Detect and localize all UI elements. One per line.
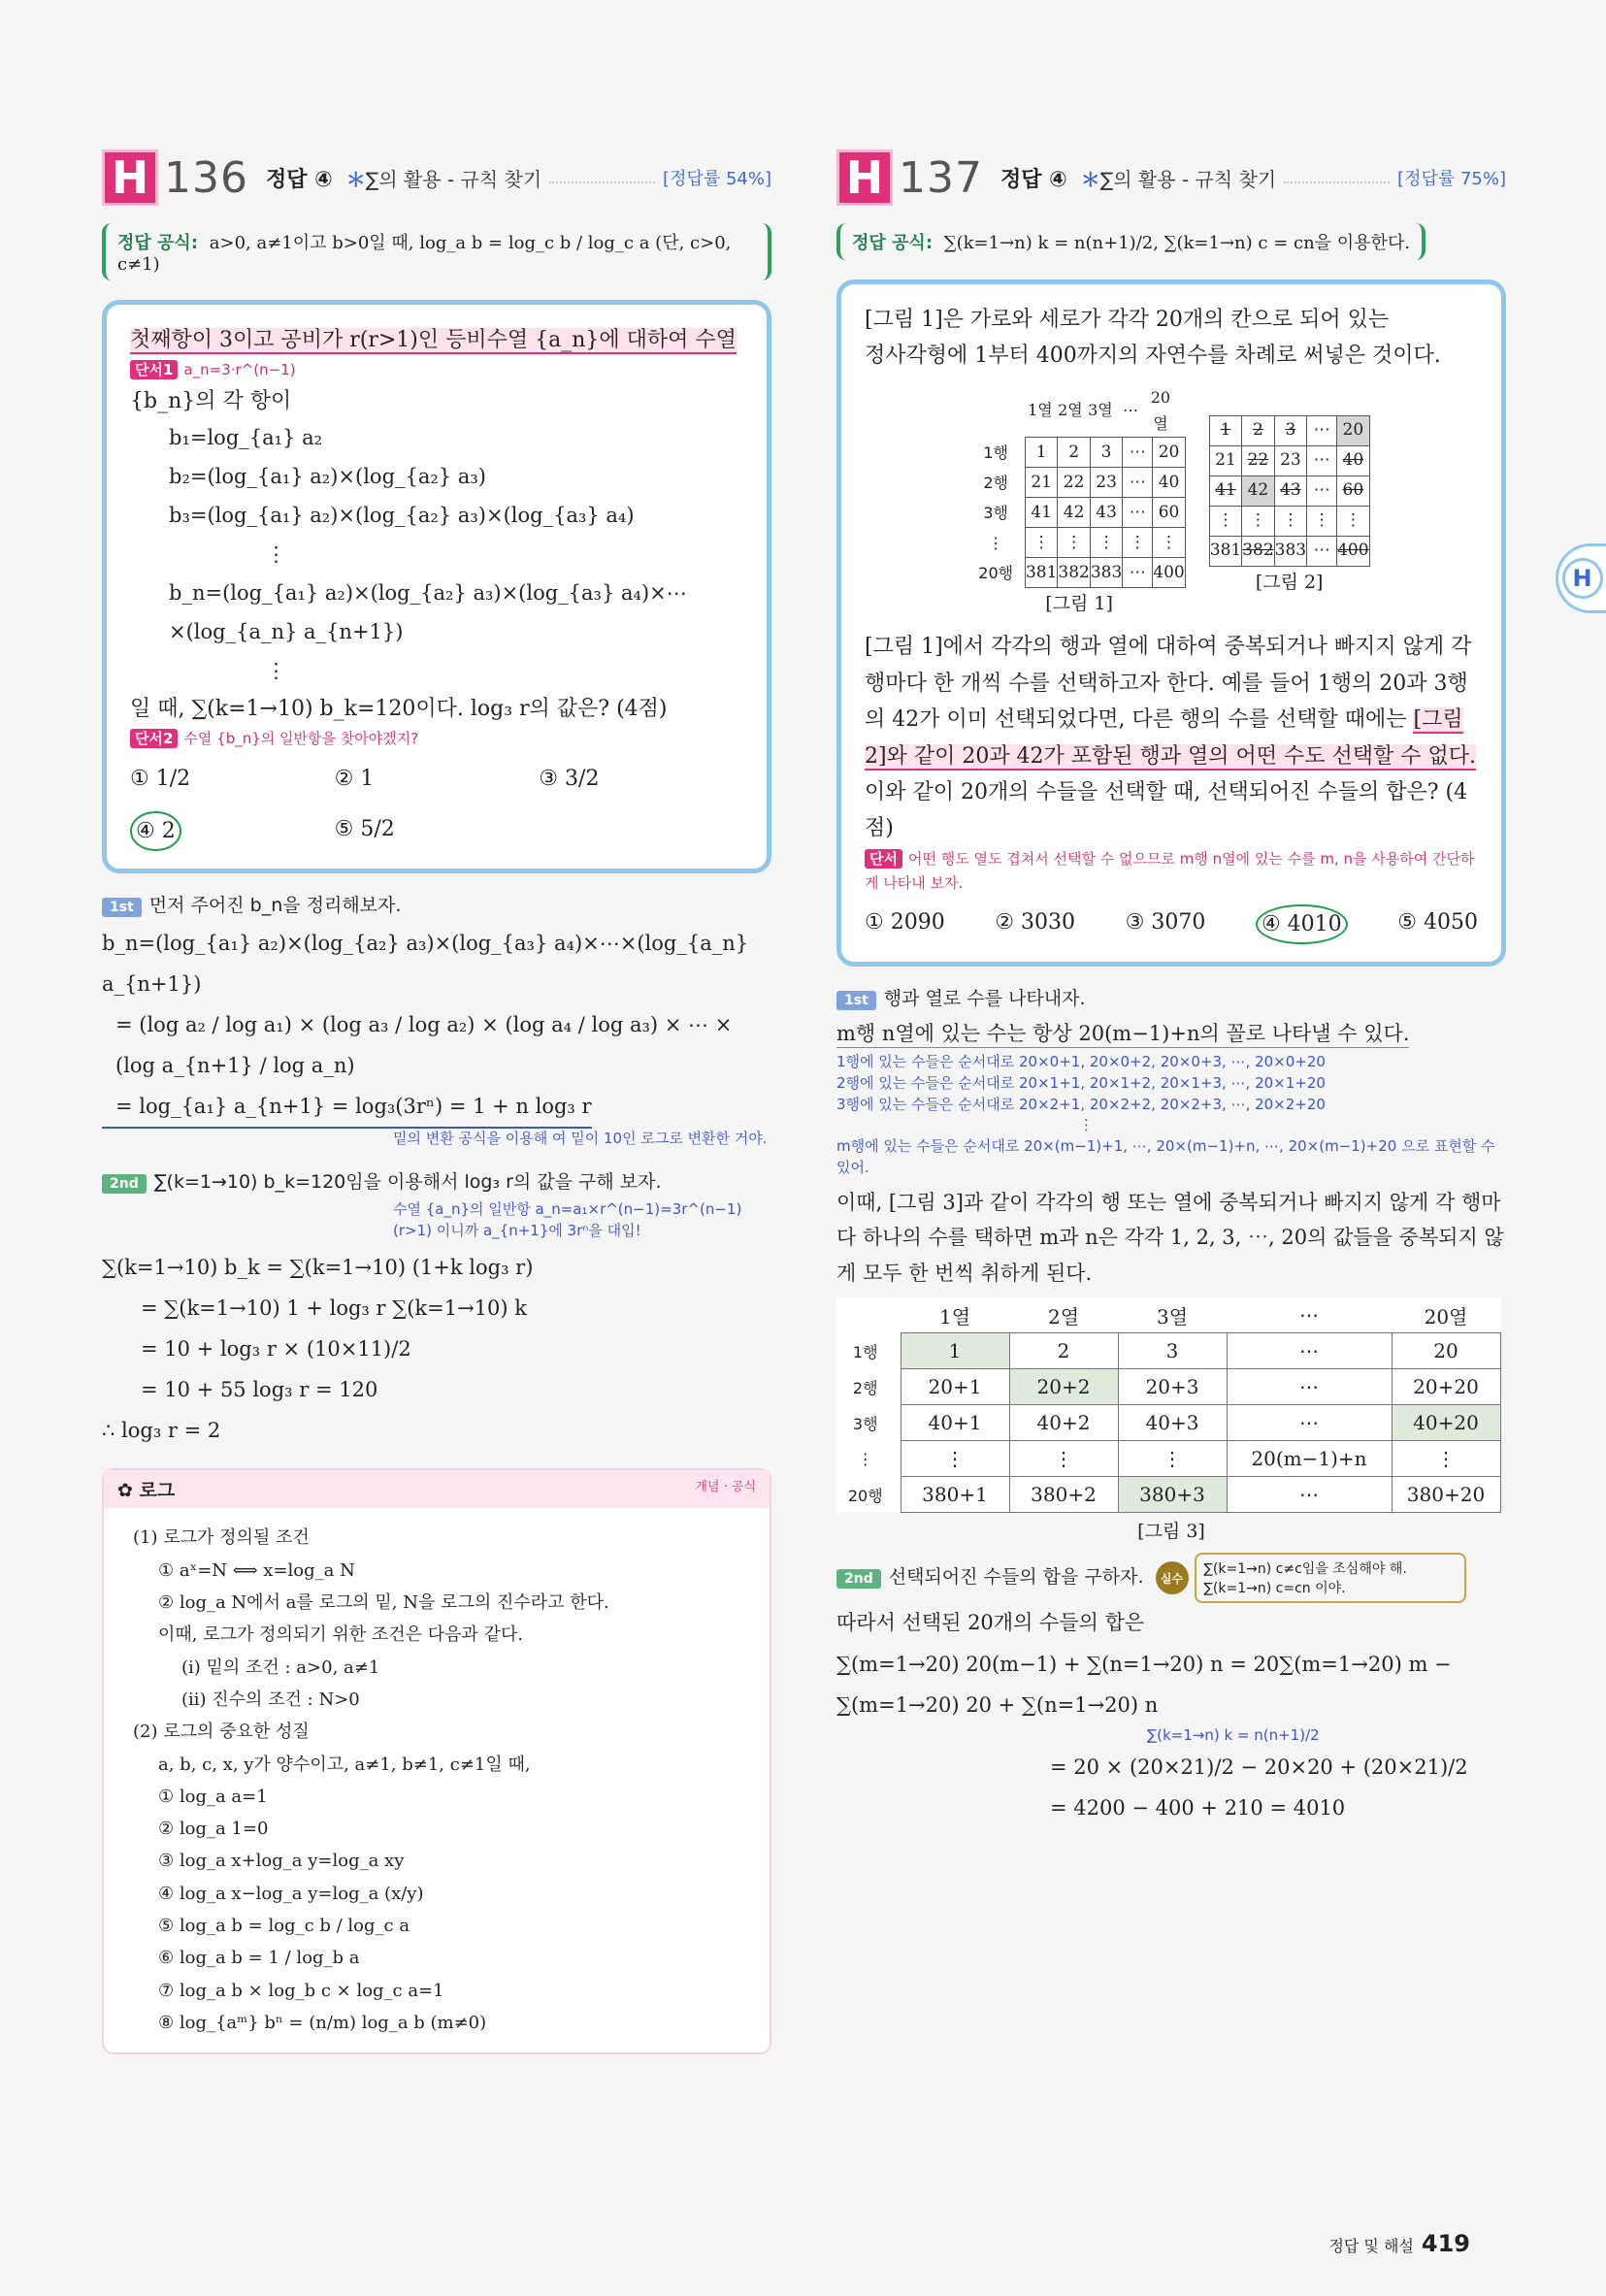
table-cell: 380+2 xyxy=(1009,1477,1118,1513)
note-line: 2행에 있는 수들은 순서대로 20×1+1, 20×1+2, 20×1+3, ⋯, 20×1+20 xyxy=(836,1073,1326,1092)
grid-cell: 21 xyxy=(1025,468,1057,498)
col-header: ⋯ xyxy=(1122,401,1138,420)
problem-136 xyxy=(102,146,771,2054)
hint xyxy=(865,847,1478,897)
step-2 xyxy=(102,1167,771,1194)
hint-tag: 단서1 xyxy=(130,360,178,379)
grid-cell: 381 xyxy=(1209,536,1241,566)
concept-line: ⑥ log_a b = 1 / log_b a xyxy=(158,1948,360,1969)
hint-2 xyxy=(130,727,743,752)
table-cell: 380+3 xyxy=(1118,1477,1227,1513)
concept-line: 이때, 로그가 정의되기 위한 조건은 다음과 같다. xyxy=(158,1624,524,1646)
grid-cell: ⋯ xyxy=(1307,536,1337,566)
hint-text: 어떤 행도 열도 겹쳐서 선택할 수 없으므로 m행 n열에 있는 수를 m, n을 사용하여 간단하게 나타내 보자. xyxy=(865,849,1475,893)
table-cell: ⋮ xyxy=(901,1441,1009,1477)
dotted-leader xyxy=(1284,172,1390,183)
concept-line: ② log_a N에서 a를 로그의 밑, N을 로그의 진수라고 한다. xyxy=(158,1592,609,1614)
hint-text: a_n=3·r^(n−1) xyxy=(183,361,296,379)
topic-text: ∑의 활용 - 규칙 찾기 xyxy=(1099,167,1277,191)
concept-line: (1) 로그가 정의될 조건 xyxy=(133,1527,310,1549)
choice[interactable]: ③ 3070 xyxy=(1125,909,1206,935)
formula-label: 정답 공식: xyxy=(852,233,934,253)
grid-cell: 400 xyxy=(1153,558,1185,588)
figure-1 xyxy=(972,384,1185,620)
concept-line: ⑦ log_a b × log_b c × log_c a=1 xyxy=(158,1980,444,2001)
problem-137 xyxy=(836,146,1506,1828)
choice[interactable]: ① 2090 xyxy=(865,909,945,935)
grid-cell: ⋮ xyxy=(1307,506,1337,536)
grid-cell: 42 xyxy=(1058,498,1090,528)
note-line: m행에 있는 수들은 순서대로 20×(m−1)+1, ⋯, 20×(m−1)+n, ⋯, 20×(m−1)+20 으로 표현할 수 있어. xyxy=(836,1137,1495,1176)
equation-list xyxy=(130,419,743,690)
solution-line: = (log a₂ / log a₁) × (log a₃ / log a₂) × (log a₄ / log a₃) × ⋯ × (log a_{n+1} / log a_n) xyxy=(115,1013,733,1078)
problem-number: 136 xyxy=(164,152,248,203)
concept-line: (2) 로그의 중요한 성질 xyxy=(133,1722,310,1743)
question-line: 첫째항이 3이고 공비가 r(r>1)인 등비수열 {a_n}에 대하여 수열 xyxy=(130,328,737,352)
question-box xyxy=(836,279,1506,967)
solution-2 xyxy=(836,1644,1506,1828)
col-header: 1열 xyxy=(1028,401,1053,420)
grid-cell: ⋯ xyxy=(1123,468,1153,498)
row-label: 20행 xyxy=(978,563,1014,582)
question-highlight: [그림 2]와 같이 20과 42가 포함된 행과 열의 어떤 수도 선택할 수 없다. xyxy=(865,707,1477,769)
grid-cell: 382 xyxy=(1058,558,1090,588)
table-cell: 2 xyxy=(1009,1333,1118,1369)
formula-text: a>0, a≠1이고 b>0일 때, log_a b = log_c b / log_c a (단, c>0, c≠1) xyxy=(117,233,732,275)
grid-cell: 43 xyxy=(1090,498,1122,528)
topic-label: ＊∑의 활용 - 규칙 찾기 xyxy=(345,167,542,191)
choice[interactable]: ③ 3/2 xyxy=(539,767,600,792)
grid-cell: 41 xyxy=(1025,498,1057,528)
grid-cell: 23 xyxy=(1274,445,1306,476)
question-line: {b_n}의 각 항이 xyxy=(130,388,292,413)
hint-text: 수열 {b_n}의 일반항을 찾아야겠지? xyxy=(183,729,419,747)
correct-rate: [정답률 54%] xyxy=(663,169,771,189)
grid-cell: ⋯ xyxy=(1123,558,1153,588)
table-cell: 40+20 xyxy=(1392,1405,1500,1441)
grid-cell: 1 xyxy=(1025,438,1057,468)
concept-line: (ii) 진수의 조건 : N>0 xyxy=(181,1689,360,1710)
table-cell: 20+20 xyxy=(1392,1369,1500,1405)
grid-cell: ⋯ xyxy=(1123,498,1153,528)
step-text: 먼저 주어진 b_n을 정리해보자. xyxy=(148,895,402,917)
grid-cell: 383 xyxy=(1274,536,1306,566)
table-cell: 20+2 xyxy=(1009,1369,1118,1405)
grid-cell: ⋮ xyxy=(1090,528,1122,558)
answer-label: 정답 ④ xyxy=(1000,167,1067,192)
question-text: 이와 같이 20개의 수들을 선택할 때, 선택되어진 수들의 합은? (4점) xyxy=(865,780,1468,841)
topic-label: ＊∑의 활용 - 규칙 찾기 xyxy=(1080,167,1277,191)
figure-2 xyxy=(1209,384,1370,620)
solution-line: = 10 + log₃ r × (10×11)/2 xyxy=(141,1337,411,1361)
question-box xyxy=(102,300,771,873)
grid-cell: ⋯ xyxy=(1123,438,1153,468)
table-cell: 40+3 xyxy=(1118,1405,1227,1441)
grid-cell: 382 xyxy=(1242,536,1274,566)
section-tab[interactable] xyxy=(1556,543,1606,613)
solution-line: m행 n열에 있는 수는 항상 20(m−1)+n의 꼴로 나타낼 수 있다. xyxy=(836,1018,1409,1048)
choice[interactable]: ⑤ 4050 xyxy=(1397,909,1478,935)
grid-cell: 22 xyxy=(1058,468,1090,498)
grid-cell: 23 xyxy=(1090,468,1122,498)
grid-cell: ⋮ xyxy=(1025,528,1057,558)
question-para xyxy=(865,629,1478,846)
choices xyxy=(865,904,1478,944)
warning-callout xyxy=(1156,1553,1466,1603)
solution-line: ∑(k=1→10) b_k = ∑(k=1→10) (1+k log₃ r) xyxy=(102,1256,534,1280)
grid-cell: 3 xyxy=(1090,438,1122,468)
row-label: 2행 xyxy=(852,1378,878,1397)
section-tab-label: H xyxy=(1562,558,1603,599)
step-tag: 1st xyxy=(102,898,142,917)
level-badge: H xyxy=(836,149,893,206)
row-label: 20행 xyxy=(847,1486,883,1505)
answer-formula xyxy=(102,223,771,280)
step-text: 행과 열로 수를 나타내자. xyxy=(883,988,1086,1010)
grid-cell: 40 xyxy=(1337,445,1369,476)
col-header: 20열 xyxy=(1424,1304,1468,1328)
row-label: 3행 xyxy=(852,1414,878,1433)
grid-cell: ⋮ xyxy=(1242,506,1274,536)
concept-line: a, b, c, x, y가 양수이고, a≠1, b≠1, c≠1일 때, xyxy=(158,1754,531,1775)
solution-line: b_n=(log_{a₁} a₂)×(log_{a₂} a₃)×(log_{a₃} a₄)×⋯×(log_{a_n} a_{n+1}) xyxy=(102,932,749,997)
warning-text: ∑(k=1→n) c≠c임을 조심해야 해. ∑(k=1→n) c=cn 이야. xyxy=(1195,1553,1466,1603)
table-cell: ⋮ xyxy=(1009,1441,1118,1477)
table-cell: ⋯ xyxy=(1227,1477,1392,1513)
grid-cell: 381 xyxy=(1025,558,1057,588)
table-cell: 1 xyxy=(901,1333,1009,1369)
grid-cell: 1 xyxy=(1209,415,1241,445)
equation: b₂=(log_{a₁} a₂)×(log_{a₂} a₃) xyxy=(169,465,486,489)
step-text: 선택되어진 수들의 합을 구하자. xyxy=(888,1566,1144,1589)
concept-line: (i) 밑의 조건 : a>0, a≠1 xyxy=(181,1656,380,1678)
note-line: ∑(k=1→n) k = n(n+1)/2 xyxy=(1147,1726,1320,1745)
choice[interactable]: ⑤ 5/2 xyxy=(334,816,395,841)
table-cell: 40+1 xyxy=(901,1405,1009,1441)
concept-category: 개념 · 공식 xyxy=(695,1480,756,1495)
col-header: 2열 xyxy=(1047,1304,1080,1328)
grid-cell: ⋯ xyxy=(1307,445,1337,476)
topic-text: ∑의 활용 - 규칙 찾기 xyxy=(365,167,542,191)
row-label: 1행 xyxy=(983,443,1008,462)
table-cell: ⋯ xyxy=(1227,1369,1392,1405)
figure-caption: [그림 2] xyxy=(1255,571,1324,593)
grid-cell: 41 xyxy=(1209,476,1241,506)
choice-correct[interactable] xyxy=(130,811,335,851)
row-label: 3행 xyxy=(983,503,1008,522)
grid-cell: 21 xyxy=(1209,445,1241,476)
figures-row xyxy=(865,384,1478,620)
choice[interactable]: ① 1/2 xyxy=(130,767,191,792)
problem-header xyxy=(102,146,771,210)
col-header: ⋯ xyxy=(1299,1303,1319,1328)
solution-line: ∴ log₃ r = 2 xyxy=(102,1419,221,1443)
correct-rate: [정답률 75%] xyxy=(1397,169,1506,189)
question-line: 일 때, ∑(k=1→10) b_k=120이다. log₃ r의 값은? (4점) xyxy=(130,696,668,721)
note-line: 3행에 있는 수들은 순서대로 20×2+1, 20×2+2, 20×2+3, ⋯, 20×2+20 xyxy=(836,1095,1326,1113)
row-label: 1행 xyxy=(852,1342,878,1361)
hint-1 xyxy=(130,358,743,383)
grid-cell: 2 xyxy=(1058,438,1090,468)
solution-line: = 4200 − 400 + 210 = 4010 xyxy=(1050,1796,1346,1820)
note: 수열 {a_n}의 일반항 a_n=a₁×r^(n−1)=3r^(n−1) (r>1) 이니까 a_{n+1}에 3rⁿ을 대입! xyxy=(393,1199,742,1239)
hint-tag: 단서2 xyxy=(130,729,178,748)
page-number: 419 xyxy=(1421,2230,1470,2257)
row-label: ⋮ xyxy=(988,533,1004,552)
concept-line: ④ log_a x−log_a y=log_a (x/y) xyxy=(158,1883,424,1904)
hint-tag: 단서 xyxy=(865,849,902,869)
figure-3-table xyxy=(836,1297,1501,1514)
grid-cell: 2 xyxy=(1242,415,1274,445)
col-header: 3열 xyxy=(1088,401,1113,420)
step-tag: 2nd xyxy=(836,1569,881,1589)
solution-line: = 20 × (20×21)/2 − 20×20 + (20×21)/2 xyxy=(1050,1755,1468,1780)
grid-table xyxy=(1209,415,1370,567)
concept-line: ① log_a a=1 xyxy=(158,1786,268,1807)
concept-line: ⑤ log_a b = log_c b / log_c a xyxy=(158,1916,410,1936)
grid-cell: 400 xyxy=(1337,536,1369,566)
row-label: ⋮ xyxy=(857,1449,873,1468)
concept-title-text: 로그 xyxy=(139,1480,176,1502)
solution-1 xyxy=(102,923,771,1150)
equation: b₁=log_{a₁} a₂ xyxy=(169,426,323,450)
grid-cell: 60 xyxy=(1337,476,1369,506)
grid-cell: ⋮ xyxy=(1274,506,1306,536)
formula-label: 정답 공식: xyxy=(117,233,199,253)
col-header: 20열 xyxy=(1150,387,1171,433)
row-label: 2행 xyxy=(983,473,1008,492)
concept-line: ⑧ log_{aᵐ} bⁿ = (n/m) log_a b (m≠0) xyxy=(158,2012,487,2033)
table-cell: 20(m−1)+n xyxy=(1227,1441,1392,1477)
solution-para: 이때, [그림 3]과 같이 각각의 행 또는 열에 중복되거나 빠지지 않게 각 행마다 하나의 수를 택하면 m과 n은 각각 1, 2, 3, ⋯, 20의 값들을 중복되지 않게 모두 한 번씩 취하게 된다. xyxy=(836,1190,1504,1286)
col-header: 3열 xyxy=(1156,1304,1189,1328)
note-list xyxy=(836,1052,1506,1179)
grid-cell: 43 xyxy=(1274,476,1306,506)
step-tag: 2nd xyxy=(102,1174,147,1194)
step-2-row xyxy=(836,1553,1506,1603)
note-line: 1행에 있는 수들은 순서대로 20×0+1, 20×0+2, 20×0+3, ⋯, 20×0+20 xyxy=(836,1053,1326,1071)
choice-text: ④ 2 xyxy=(130,811,181,851)
grid-table xyxy=(972,437,1185,588)
solution-line: = log_{a₁} a_{n+1} = log₃(3rⁿ) = 1 + n log₃ r xyxy=(102,1086,592,1129)
concept-title: ✿ 로그 xyxy=(117,1480,176,1502)
table-cell: ⋮ xyxy=(1118,1441,1227,1477)
choice[interactable]: ② 1 xyxy=(334,767,375,792)
grid-cell: ⋮ xyxy=(1337,506,1369,536)
grid-cell: 3 xyxy=(1274,415,1306,445)
concept-header xyxy=(104,1470,770,1508)
grid-cell: 22 xyxy=(1242,445,1274,476)
level-badge: H xyxy=(102,149,158,206)
step-2 xyxy=(836,1562,1144,1589)
choice-correct[interactable] xyxy=(1256,904,1348,944)
equation: ⋮ xyxy=(266,658,286,682)
grid-table xyxy=(1025,384,1175,437)
solution-line: 따라서 선택된 20개의 수들의 합은 xyxy=(836,1611,1145,1635)
equation: b_n=(log_{a₁} a₂)×(log_{a₂} a₃)×(log_{a₃} a₄)×⋯×(log_{a_n} a_{n+1}) xyxy=(169,580,687,643)
warning-icon: 실수 xyxy=(1156,1561,1189,1594)
table-cell: 380+1 xyxy=(901,1477,1009,1513)
problem-number: 137 xyxy=(899,152,983,203)
step-1 xyxy=(102,891,771,917)
dotted-leader xyxy=(549,172,655,183)
concept-line: ③ log_a x+log_a y=log_a xy xyxy=(158,1851,405,1872)
table-cell: 40+2 xyxy=(1009,1405,1118,1441)
answer-formula xyxy=(836,223,1426,260)
step-text: ∑(k=1→10) b_k=120임을 이용해서 log₃ r의 값을 구해 보자. xyxy=(153,1170,662,1193)
grid-cell-selected: 20 xyxy=(1337,415,1369,445)
concept-body xyxy=(104,1508,770,2052)
solution-line: = ∑(k=1→10) 1 + log₃ r ∑(k=1→10) k xyxy=(141,1296,528,1321)
table-cell: 3 xyxy=(1118,1333,1227,1369)
concept-line: ② log_a 1=0 xyxy=(158,1819,269,1840)
solution-line: ∑(m=1→20) 20(m−1) + ∑(n=1→20) n = 20∑(m=1→20) m − ∑(m=1→20) 20 + ∑(n=1→20) n xyxy=(836,1653,1452,1718)
note-line: ⋮ xyxy=(1079,1116,1094,1134)
table-cell: ⋯ xyxy=(1227,1333,1392,1369)
grid-cell: ⋮ xyxy=(1153,528,1185,558)
question-line: [그림 1]은 가로와 세로가 각각 20개의 칸으로 되어 있는 xyxy=(865,308,1390,332)
grid-cell-selected: 42 xyxy=(1242,476,1274,506)
note: 밑의 변환 공식을 이용해 여 밑이 10인 로그로 변환한 거야. xyxy=(393,1130,768,1148)
grid-cell: ⋯ xyxy=(1307,415,1337,445)
table-cell: 20 xyxy=(1392,1333,1500,1369)
table-cell: 20+1 xyxy=(901,1369,1009,1405)
grid-cell: ⋮ xyxy=(1058,528,1090,558)
equation: b₃=(log_{a₁} a₂)×(log_{a₂} a₃)×(log_{a₃} a₄) xyxy=(169,504,635,528)
choices xyxy=(130,761,743,851)
problem-header xyxy=(836,146,1506,210)
table-cell: 380+20 xyxy=(1392,1477,1500,1513)
table-cell: ⋮ xyxy=(1392,1441,1500,1477)
concept-line: ① aˣ=N ⟺ x=log_a N xyxy=(158,1559,355,1581)
solution-line: = 10 + 55 log₃ r = 120 xyxy=(141,1378,378,1402)
figure-caption: [그림 1] xyxy=(1045,593,1113,615)
equation: ⋮ xyxy=(266,541,286,566)
footer-label: 정답 및 해설 xyxy=(1328,2237,1414,2255)
choice-text: ④ 4010 xyxy=(1256,904,1348,944)
grid-cell: 60 xyxy=(1153,498,1185,528)
grid-cell: ⋮ xyxy=(1123,528,1153,558)
question-line: 정사각형에 1부터 400까지의 자연수를 차례로 써넣은 것이다. xyxy=(865,344,1441,369)
col-header: 1열 xyxy=(938,1304,971,1328)
table-cell: ⋯ xyxy=(1227,1405,1392,1441)
concept-box xyxy=(102,1468,771,2054)
grid-cell: 383 xyxy=(1090,558,1122,588)
grid-cell: ⋯ xyxy=(1307,476,1337,506)
figure-caption: [그림 3] xyxy=(1137,1521,1205,1543)
step-1 xyxy=(836,984,1506,1010)
solution-2 xyxy=(102,1247,771,1451)
grid-cell: 40 xyxy=(1153,468,1185,498)
question-text: [그림 1]에서 각각의 행과 열에 대하여 중복되거나 빠지지 않게 각 행마다 한 개씩 수를 선택하고자 한다. 예를 들어 1행의 20과 3행의 42가 이미 선택되었다면, 다른 행의 수를 선택할 때에는 xyxy=(865,635,1472,733)
col-header: 2열 xyxy=(1058,401,1083,420)
page-footer xyxy=(1328,2230,1470,2257)
grid-cell: ⋮ xyxy=(1209,506,1241,536)
table-cell: 20+3 xyxy=(1118,1369,1227,1405)
grid-cell: 20 xyxy=(1153,438,1185,468)
choice[interactable]: ② 3030 xyxy=(995,909,1076,935)
formula-text: ∑(k=1→n) k = n(n+1)/2, ∑(k=1→n) c = cn을 이용한다. xyxy=(943,233,1411,253)
answer-label: 정답 ④ xyxy=(265,167,333,192)
step-tag: 1st xyxy=(836,991,876,1010)
